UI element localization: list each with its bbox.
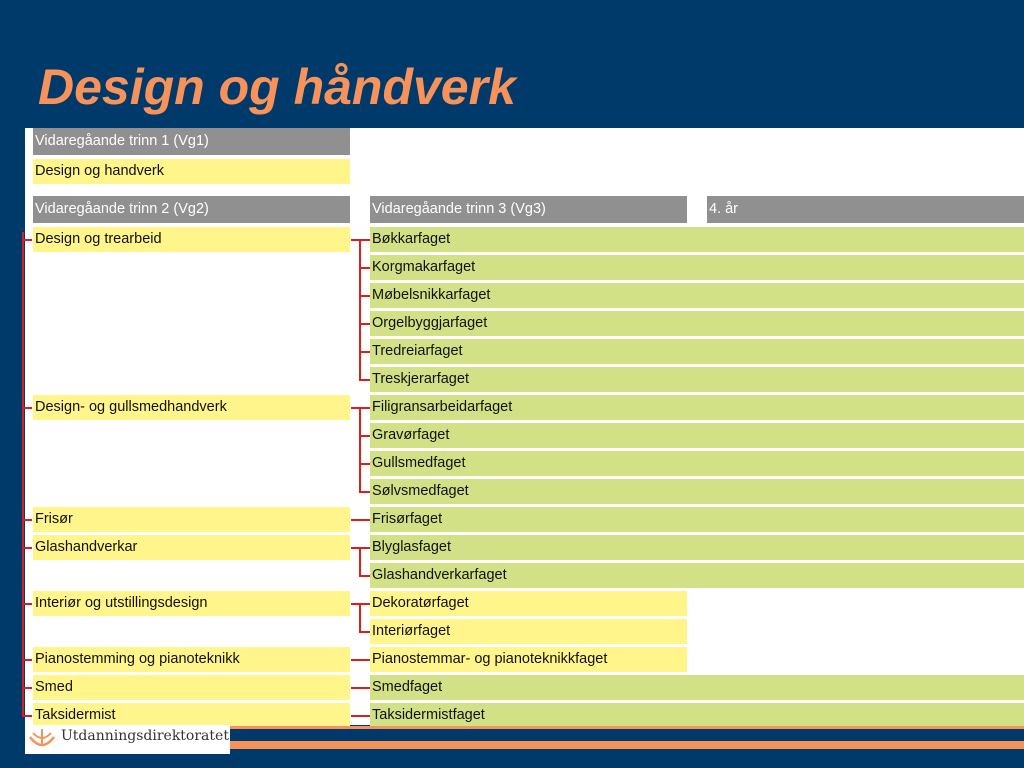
vg3-dekoratorfaget: Dekoratørfaget [370,591,687,616]
group-connector-vertical [359,407,361,493]
vg3-glashandverkarfaget: Glashandverkarfaget [370,563,1024,588]
footer-stripe-orange [230,741,1024,749]
programme-chart [25,128,1024,725]
footer-stripe-orange [230,726,1024,729]
header-vg2: Vidaregåande trinn 2 (Vg2) [33,196,350,223]
group-connector-horizontal [351,687,370,689]
vg1-programme: Design og handverk [33,159,350,184]
group-connector-vertical [359,603,361,633]
vg3-filigransarbeidarfaget: Filigransarbeidarfaget [370,395,1024,420]
vg3-mobelsnikkarfaget: Møbelsnikkarfaget [370,283,1024,308]
vg2-tick [22,659,32,661]
vg3-bokkarfaget: Bøkkarfaget [370,227,1024,252]
page-title: Design og håndverk [38,59,516,115]
group-tick [359,575,370,577]
vg3-solvsmedfaget: Sølvsmedfaget [370,479,1024,504]
logo-text: Utdanningsdirektoratet [61,728,229,744]
group-tick [359,267,370,269]
vg3-orgelbyggjarfaget: Orgelbyggjarfaget [370,311,1024,336]
group-tick [359,323,370,325]
group-connector-horizontal [351,715,370,717]
vg2-tick [22,715,32,717]
vg2-smed: Smed [33,675,350,700]
group-tick [359,351,370,353]
vg2-tick [22,519,32,521]
vg3-frisorfaget: Frisørfaget [370,507,1024,532]
vg2-pianostemming: Pianostemming og pianoteknikk [33,647,350,672]
vg2-design-og-trearbeid: Design og trearbeid [33,227,350,252]
vg3-blyglasfaget: Blyglasfaget [370,535,1024,560]
vg3-treskjerarfaget: Treskjerarfaget [370,367,1024,392]
vg2-glashandverkar: Glashandverkar [33,535,350,560]
header-year4: 4. år [707,196,1024,223]
vg2-tick [22,547,32,549]
vg3-korgmakarfaget: Korgmakarfaget [370,255,1024,280]
vg2-tick [22,407,32,409]
group-connector-vertical [359,239,361,381]
vg2-connector-vertical [22,232,24,716]
vg3-gullsmedfaget: Gullsmedfaget [370,451,1024,476]
vg2-tick [22,239,32,241]
vg3-smedfaget: Smedfaget [370,675,1024,700]
vg2-frisor: Frisør [33,507,350,532]
header-vg1: Vidaregåande trinn 1 (Vg1) [33,128,350,155]
vg2-interior-og-utstillingsdesign: Interiør og utstillingsdesign [33,591,350,616]
group-tick [359,295,370,297]
vg3-interiorfaget: Interiørfaget [370,619,687,644]
group-tick [359,491,370,493]
group-tick [359,463,370,465]
vg3-gravorfaget: Gravørfaget [370,423,1024,448]
group-tick [359,631,370,633]
vg2-design-og-gullsmedhandverk: Design- og gullsmedhandverk [33,395,350,420]
group-connector-horizontal [351,519,370,521]
group-tick [359,379,370,381]
vg3-pianostemmar: Pianostemmar- og pianoteknikkfaget [370,647,687,672]
vg3-tredreiarfaget: Tredreiarfaget [370,339,1024,364]
group-connector-vertical [359,547,361,577]
vg2-taksidermist: Taksidermist [33,703,350,728]
vg3-taksidermistfaget: Taksidermistfaget [370,703,1024,728]
vg2-tick [22,687,32,689]
header-vg3: Vidaregåande trinn 3 (Vg3) [370,196,687,223]
group-tick [359,435,370,437]
vg2-tick [22,603,32,605]
logo-mark-icon [27,727,57,751]
group-connector-horizontal [351,659,370,661]
logo [25,725,230,754]
